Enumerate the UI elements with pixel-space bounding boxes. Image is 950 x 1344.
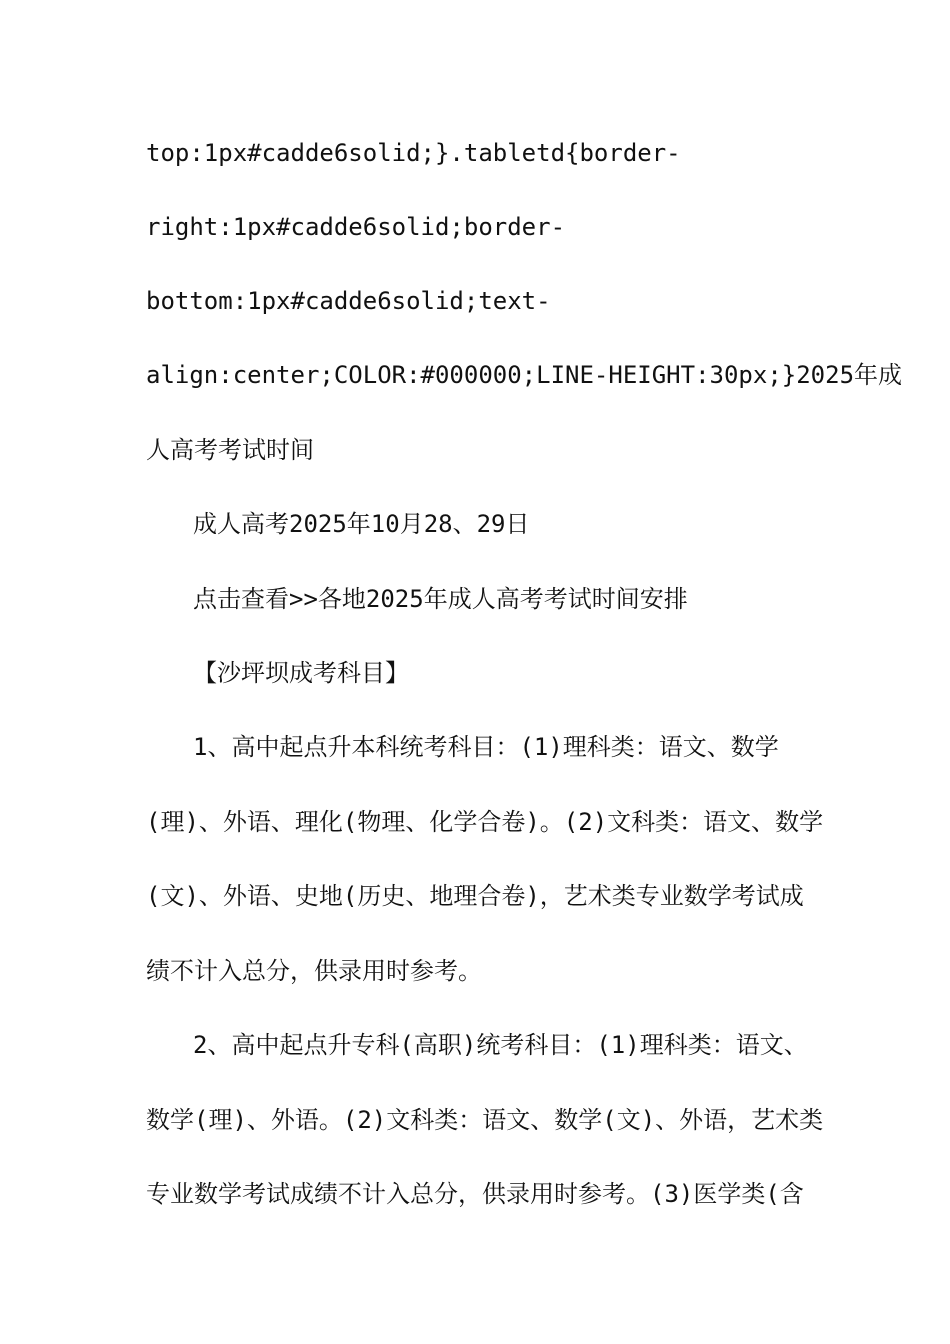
paragraph-1-line-4: 绩不计入总分，供录用时参考。 [146, 957, 482, 985]
exam-schedule-link[interactable]: 点击查看>>各地2025年成人高考考试时间安排 [193, 585, 688, 613]
css-code-line-4: align:center;COLOR:#000000;LINE-HEIGHT:30px;}2025年成 [146, 361, 903, 389]
subjects-heading: 【沙坪坝成考科目】 [193, 659, 409, 687]
css-code-line-2: right:1px#cadde6solid;border- [146, 213, 566, 241]
paragraph-1-line-2: (理)、外语、理化(物理、化学合卷)。(2)文科类：语文、数学 [146, 808, 824, 836]
paragraph-2-line-2: 数学(理)、外语。(2)文科类：语文、数学(文)、外语，艺术类 [146, 1106, 824, 1134]
paragraph-2-line-3: 专业数学考试成绩不计入总分，供录用时参考。(3)医学类(含 [146, 1180, 804, 1208]
paragraph-1-line-1: 1、高中起点升本科统考科目：(1)理科类：语文、数学 [193, 733, 779, 761]
css-code-line-1: top:1px#cadde6solid;}.tabletd{border- [146, 139, 681, 167]
section-heading-line: 人高考考试时间 [146, 436, 314, 464]
css-code-line-3: bottom:1px#cadde6solid;text- [146, 287, 551, 315]
exam-date-paragraph: 成人高考2025年10月28、29日 [193, 510, 530, 538]
paragraph-1-line-3: (文)、外语、史地(历史、地理合卷)，艺术类专业数学考试成 [146, 882, 804, 910]
paragraph-2-line-1: 2、高中起点升专科(高职)统考科目：(1)理科类：语文、 [193, 1031, 808, 1059]
